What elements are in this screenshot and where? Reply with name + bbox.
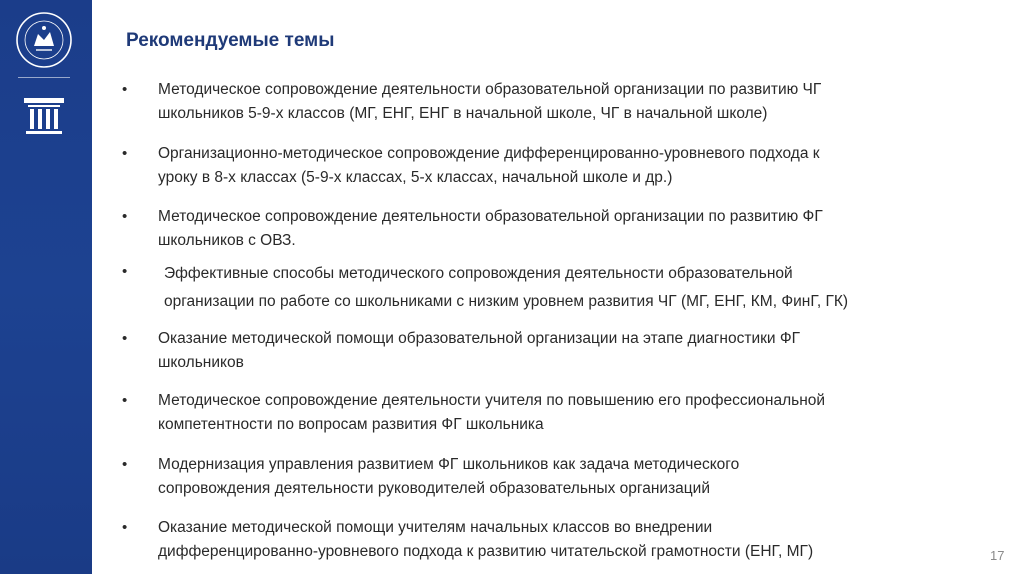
sidebar-divider (18, 77, 70, 78)
topic-text (158, 142, 978, 190)
column-logo-icon (22, 96, 66, 136)
topic-line: Оказание методической помощи образовательной организации на этапе диагностики ФГ (158, 330, 801, 347)
topic-text (158, 78, 978, 126)
topic-line: Методическое сопровождение деятельности образовательной организации по развитию ЧГ (158, 81, 822, 98)
topic-line: компетентности по вопросам развития ФГ школьника (158, 416, 544, 433)
topic-text (158, 389, 978, 437)
sidebar (0, 0, 92, 574)
topic-line: уроку в 8-х классах (5-9-х классах, 5-х классах, начальной школе и др.) (158, 169, 673, 186)
topic-line: Методическое сопровождение деятельности учителя по повышению его профессиональной (158, 392, 826, 409)
topic-line: школьников с ОВЗ. (158, 232, 296, 249)
bullet: • (122, 145, 128, 162)
page-number: 17 (990, 548, 1005, 563)
bullet: • (122, 519, 128, 536)
topic-line: Модернизация управления развитием ФГ школьников как задача методического (158, 456, 740, 473)
topic-line: Организационно-методическое сопровождение дифференцированно-уровневого подхода к (158, 145, 820, 162)
topic-line: Оказание методической помощи учителям начальных классов во внедрении (158, 519, 713, 536)
topic-text (158, 205, 978, 253)
topic-line: школьников 5-9-х классов (МГ, ЕНГ, ЕНГ в начальной школе, ЧГ в начальной школе) (158, 105, 768, 122)
slide-title: Рекомендуемые темы (126, 30, 335, 51)
bullet: • (122, 81, 128, 98)
topic-line: школьников (158, 354, 244, 371)
bullet: • (122, 456, 128, 473)
topic-line: организации по работе со школьниками с низким уровнем развития ЧГ (МГ, ЕНГ, КМ, ФинГ, ГК) (164, 293, 849, 310)
topic-line: дифференцированно-уровневого подхода к развитию читательской грамотности (ЕНГ, МГ) (158, 543, 814, 560)
bullet: • (122, 392, 128, 409)
topic-text (158, 327, 978, 375)
topic-line: Методическое сопровождение деятельности образовательной организации по развитию ФГ (158, 208, 823, 225)
topic-line: Эффективные способы методического сопровождения деятельности образовательной (164, 265, 793, 282)
bullet: • (122, 208, 128, 225)
bullet: • (122, 263, 128, 280)
topic-line: сопровождения деятельности руководителей образовательных организаций (158, 480, 710, 497)
topic-text (158, 453, 978, 501)
topic-text (158, 516, 978, 564)
university-crest-icon (14, 10, 74, 70)
bullet: • (122, 330, 128, 347)
topic-text (164, 260, 984, 316)
